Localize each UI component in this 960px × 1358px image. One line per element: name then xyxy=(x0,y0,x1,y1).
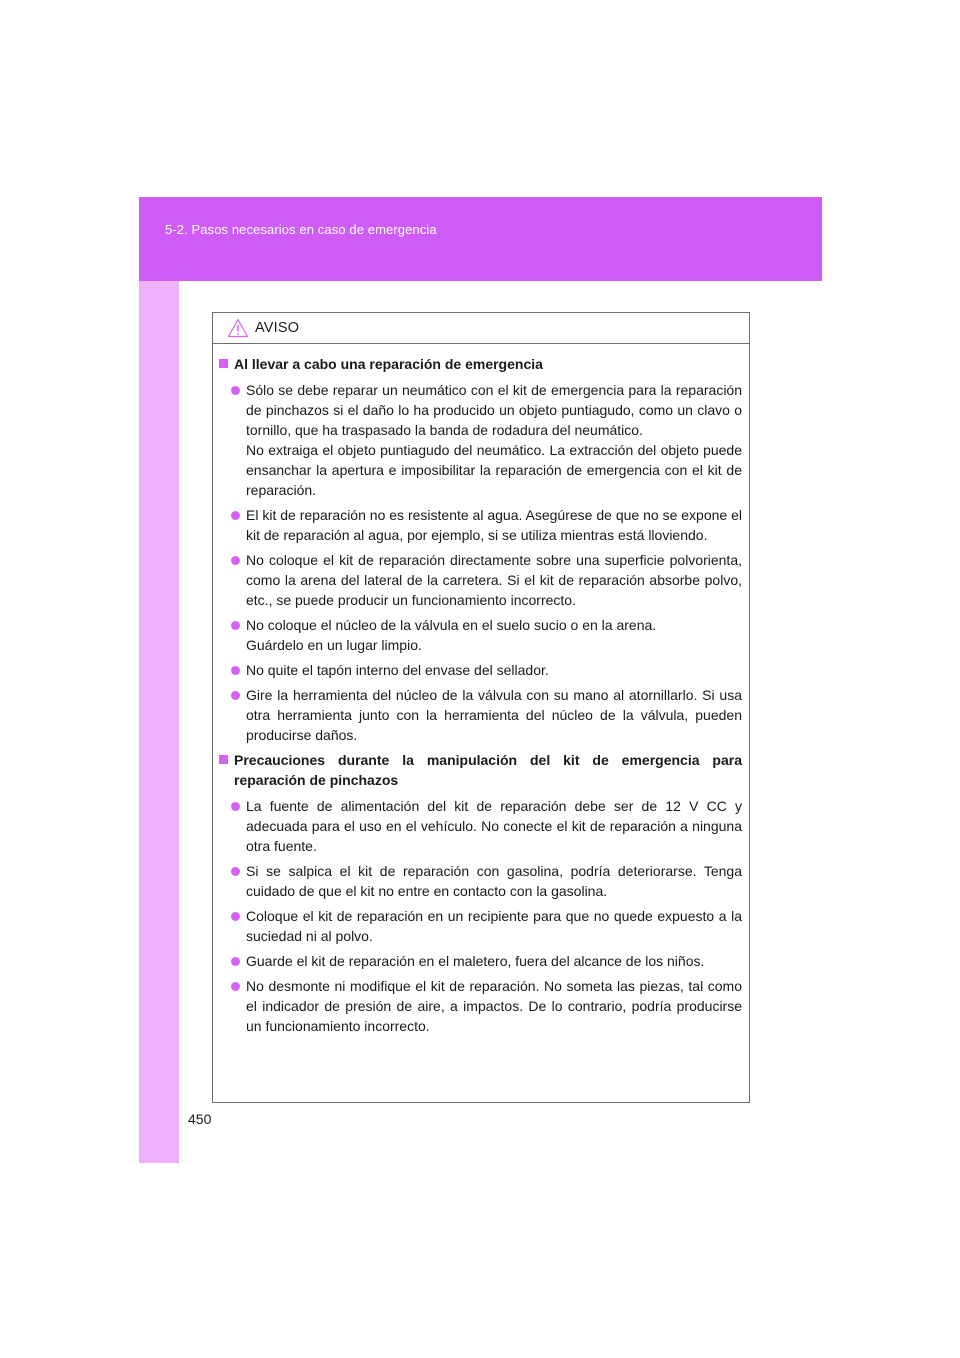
warning-content xyxy=(213,344,749,1036)
list-item xyxy=(219,550,742,610)
page-number: 450 xyxy=(188,1111,212,1127)
list-item-paragraph: La fuente de alimentación del kit de reparación debe ser de 12 V CC y adecuada para el uso en el vehículo. No conecte el kit de reparación a ninguna otra fuente. xyxy=(246,798,742,854)
list-item-text xyxy=(246,906,742,946)
round-bullet-icon xyxy=(231,621,240,630)
list-item-text xyxy=(246,380,742,500)
warning-box xyxy=(212,312,750,1103)
round-bullet-icon xyxy=(231,802,240,811)
list-item-text xyxy=(246,796,742,856)
list-item-text xyxy=(246,685,742,745)
round-bullet-icon xyxy=(231,556,240,565)
section-title: 5-2. Pasos necesarios en caso de emergencia xyxy=(165,222,437,237)
list-item xyxy=(219,380,742,500)
round-bullet-icon xyxy=(231,691,240,700)
list-item xyxy=(219,615,742,655)
list-item-text xyxy=(246,615,742,655)
warning-triangle-icon xyxy=(227,318,249,338)
list-item xyxy=(219,861,742,901)
list-item xyxy=(219,685,742,745)
round-bullet-icon xyxy=(231,912,240,921)
round-bullet-icon xyxy=(231,511,240,520)
list-item xyxy=(219,796,742,856)
round-bullet-icon xyxy=(231,957,240,966)
list-item-paragraph: No extraiga el objeto puntiagudo del neumático. La extracción del objeto puede ensanchar la apertura e imposibilitar la reparación de emergencia con el kit de reparación. xyxy=(246,442,742,498)
side-tab-band xyxy=(139,281,179,1163)
list-item-text xyxy=(246,976,742,1036)
list-item-text xyxy=(246,550,742,610)
list-item-paragraph: Guárdelo en un lugar limpio. xyxy=(246,637,422,653)
list-item-text xyxy=(246,861,742,901)
list-item-paragraph: Si se salpica el kit de reparación con gasolina, podría deteriorarse. Tenga cuidado de que el kit no entre en contacto con la gasolina. xyxy=(246,863,742,899)
list-item-paragraph: Coloque el kit de reparación en un recipiente para que no quede expuesto a la suciedad ni al polvo. xyxy=(246,908,742,944)
round-bullet-icon xyxy=(231,666,240,675)
warning-header xyxy=(213,313,749,344)
list-item-paragraph: No coloque el kit de reparación directamente sobre una superficie polvorienta, como la arena del lateral de la carretera. Si el kit de reparación absorbe polvo, etc., se puede producir un funcionamiento incorrecto. xyxy=(246,552,742,608)
list-item xyxy=(219,951,742,971)
warning-title: AVISO xyxy=(255,320,300,336)
round-bullet-icon xyxy=(231,867,240,876)
section-header-band xyxy=(139,197,822,281)
list-item-paragraph: Sólo se debe reparar un neumático con el kit de emergencia para la reparación de pinchazos si el daño lo ha producido un objeto puntiagudo, como un clavo o tornillo, que ha traspasado la banda de rodadura del neumático. xyxy=(246,382,742,438)
list-item-paragraph: No quite el tapón interno del envase del sellador. xyxy=(246,662,549,678)
round-bullet-icon xyxy=(231,982,240,991)
list-item-paragraph: Gire la herramienta del núcleo de la válvula con su mano al atornillarlo. Si usa otra herramienta junto con la herramienta del núcleo de la válvula, pueden producirse daños. xyxy=(246,687,742,743)
list-item-paragraph: Guarde el kit de reparación en el maletero, fuera del alcance de los niños. xyxy=(246,953,705,969)
square-bullet-icon xyxy=(219,359,228,368)
section-heading xyxy=(219,750,742,790)
list-item xyxy=(219,660,742,680)
section-heading-text: Precauciones durante la manipulación del kit de emergencia para reparación de pinchazos xyxy=(234,752,742,788)
list-item-paragraph: No desmonte ni modifique el kit de reparación. No someta las piezas, tal como el indicador de presión de aire, a impactos. De lo contrario, podría producirse un funcionamiento incorrecto. xyxy=(246,978,742,1034)
list-item-paragraph: El kit de reparación no es resistente al agua. Asegúrese de que no se expone el kit de reparación al agua, por ejemplo, si se utiliza mientras está lloviendo. xyxy=(246,507,742,543)
round-bullet-icon xyxy=(231,386,240,395)
section-heading xyxy=(219,354,742,374)
list-item xyxy=(219,505,742,545)
list-item xyxy=(219,976,742,1036)
square-bullet-icon xyxy=(219,755,228,764)
list-item-paragraph: No coloque el núcleo de la válvula en el suelo sucio o en la arena. xyxy=(246,617,657,633)
section-heading-text: Al llevar a cabo una reparación de emergencia xyxy=(234,356,543,372)
list-item-text xyxy=(246,951,742,971)
list-item-text xyxy=(246,660,742,680)
list-item-text xyxy=(246,505,742,545)
list-item xyxy=(219,906,742,946)
